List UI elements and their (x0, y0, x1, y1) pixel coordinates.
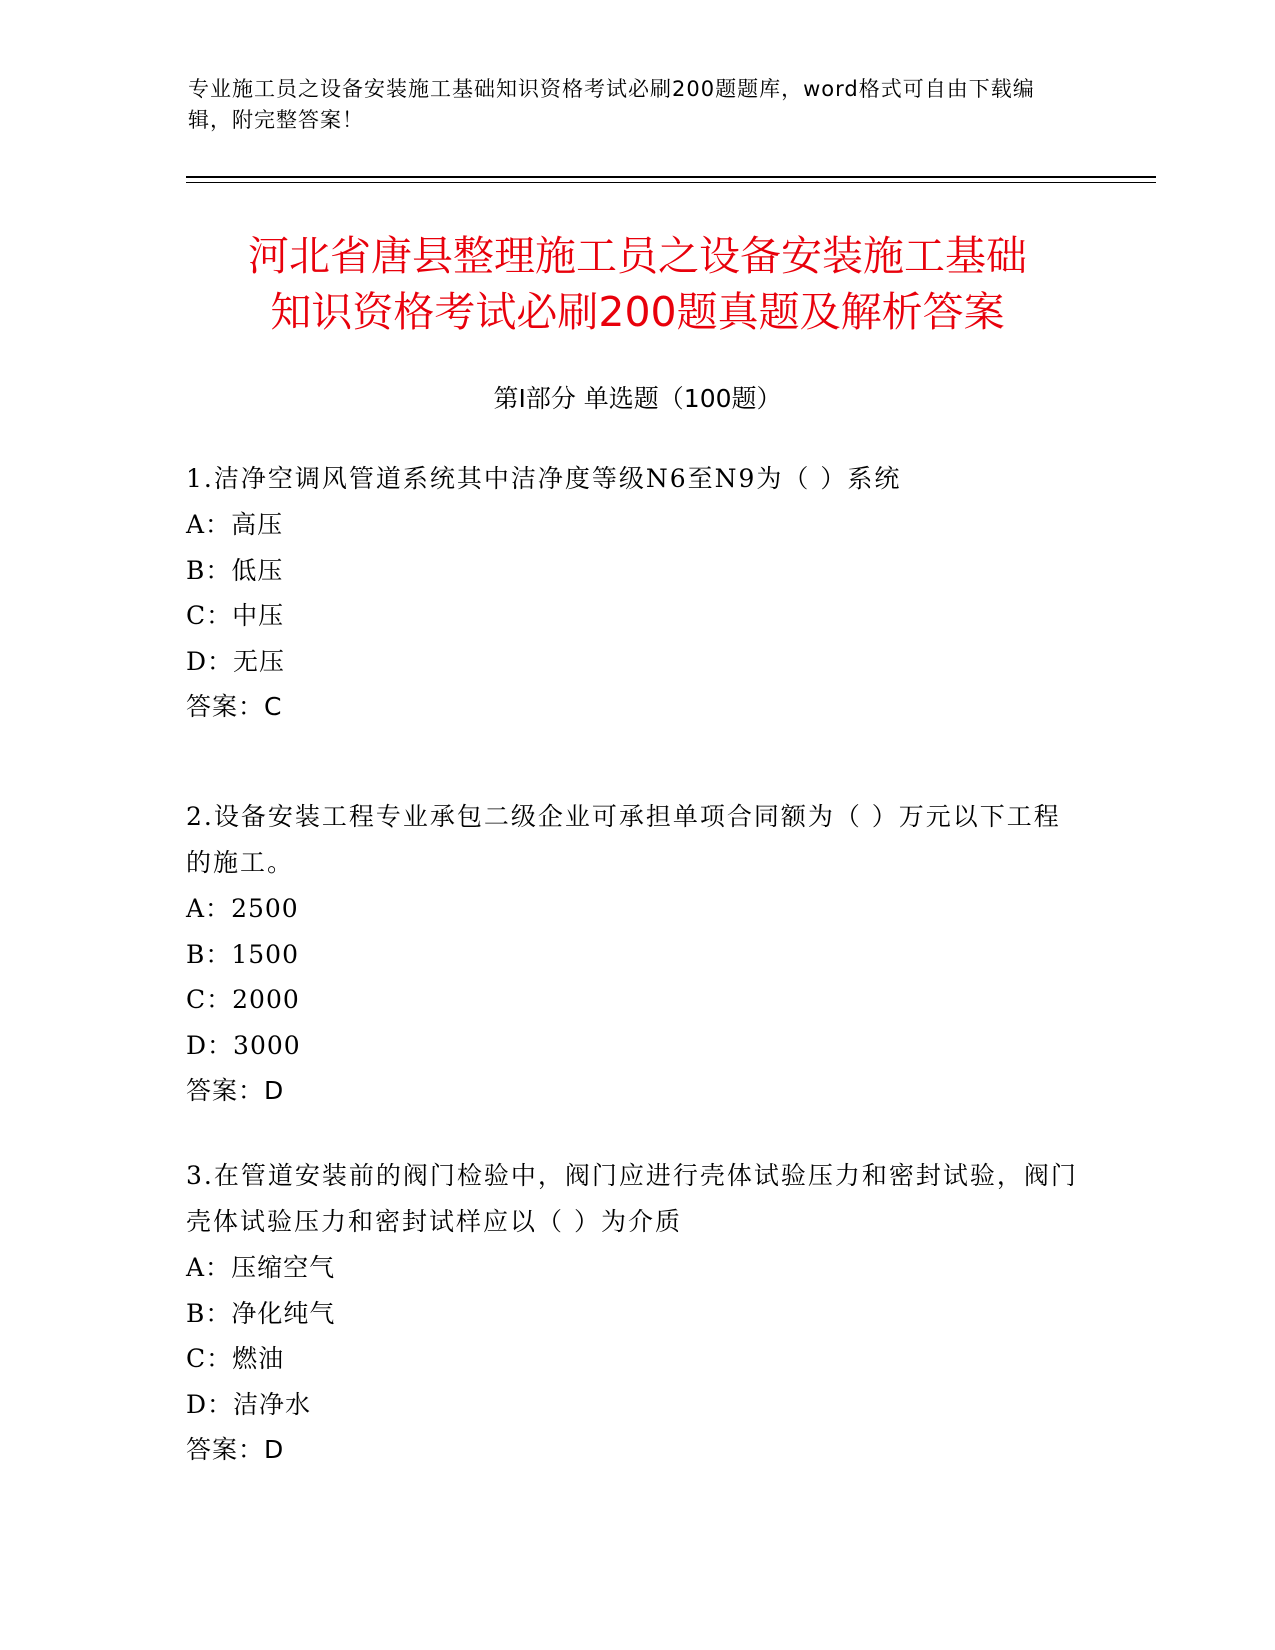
option-text: 净化纯气 (231, 1298, 336, 1328)
header-divider-thick (186, 176, 1156, 178)
answer-line: 答案：D (186, 1076, 285, 1105)
document-title (150, 228, 1125, 340)
option-text: 中压 (232, 601, 285, 630)
option-d (186, 1023, 1086, 1069)
header-note: 专业施工员之设备安装施工基础知识资格考试必刷200题题库，word格式可自由下载编辑，附完整答案！ (188, 77, 1035, 132)
option-text: 洁净水 (233, 1389, 312, 1419)
option-b (186, 548, 1086, 594)
option-d (186, 1382, 1086, 1428)
question-3 (186, 1153, 1086, 1473)
question-stem: 1.洁净空调风管道系统其中洁净度等级N6至N9为（ ）系统 (186, 464, 902, 493)
option-a (186, 1245, 1086, 1291)
option-c (186, 977, 1086, 1023)
option-key: D： (186, 1030, 234, 1060)
option-text: 2500 (231, 894, 299, 923)
header-divider-thin (186, 182, 1156, 183)
question-1 (186, 456, 1086, 730)
document-title-line-2: 知识资格考试必刷200题真题及解析答案 (270, 288, 1005, 336)
option-b (186, 1291, 1086, 1337)
option-key: B： (186, 1298, 232, 1328)
option-text: 低压 (231, 555, 284, 585)
question-stem: 2.设备安装工程专业承包二级企业可承担单项合同额为（ ）万元以下工程的施工。 (186, 802, 1061, 877)
document-title-line-1: 河北省唐县整理施工员之设备安装施工基础 (248, 232, 1027, 280)
option-key: C： (186, 1344, 233, 1373)
option-c (186, 593, 1086, 639)
option-text: 无压 (233, 646, 286, 676)
option-text: 2000 (232, 985, 300, 1014)
option-key: D： (186, 1389, 234, 1419)
option-key: C： (186, 985, 233, 1014)
option-key: A： (186, 510, 232, 539)
option-text: 3000 (233, 1030, 301, 1060)
option-b (186, 932, 1086, 978)
option-a (186, 502, 1086, 548)
option-key: A： (186, 894, 232, 923)
answer-line: 答案：C (186, 692, 283, 721)
option-key: A： (186, 1253, 232, 1282)
answer-line: 答案：D (186, 1435, 285, 1464)
option-text: 1500 (231, 939, 299, 969)
question-2 (186, 794, 1086, 1114)
option-a (186, 886, 1086, 932)
option-c (186, 1336, 1086, 1382)
option-text: 压缩空气 (231, 1253, 336, 1282)
option-key: C： (186, 601, 233, 630)
option-key: B： (186, 939, 232, 969)
option-d (186, 639, 1086, 685)
option-text: 燃油 (232, 1344, 285, 1373)
option-text: 高压 (231, 510, 284, 539)
question-stem: 3.在管道安装前的阀门检验中，阀门应进行壳体试验压力和密封试验，阀门壳体试验压力和密封试样应以（ ）为介质 (186, 1161, 1078, 1236)
section-heading: 第Ⅰ部分 单选题（100题） (493, 384, 782, 413)
option-key: B： (186, 555, 232, 585)
option-key: D： (186, 646, 234, 676)
